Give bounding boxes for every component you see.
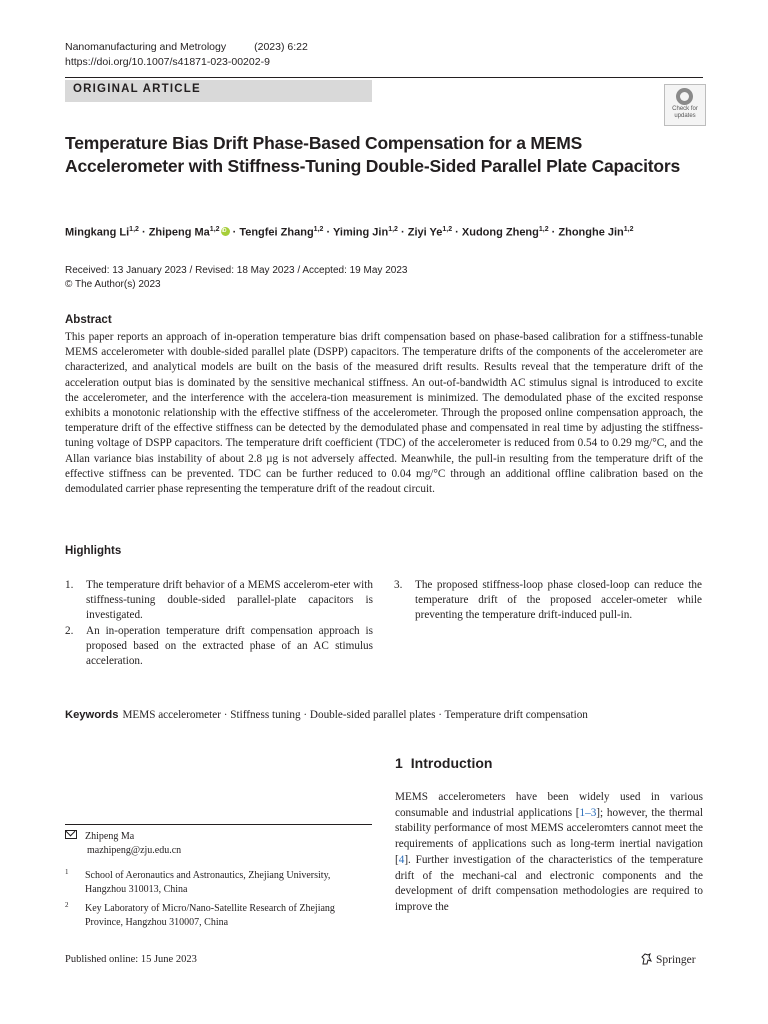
highlight-number: 3. [394,579,403,591]
keywords-text: MEMS accelerometer · Stiffness tuning · Double-sided parallel plates · Temperature drift compensation [122,709,588,721]
author-affiliation-ref: 1,2 [442,226,453,233]
affiliation-number: 1 [65,868,69,876]
author-name: Zhonghe Jin [558,226,624,239]
highlight-text: The temperature drift behavior of a MEMS accelerom-eter with stiffness-tuning double-sided parallel-plate capacitors is investigated. [86,579,373,622]
highlight-item [65,578,373,624]
springer-horse-icon [641,953,652,965]
publication-history [65,264,407,292]
intro-text-part: ]; however, the thermal stability performance of most MEMS acceleromters cannot meet the requirements of applications such as long-term inertial navigation [ [395,806,703,866]
author-name: Ziyi Ye [407,226,443,239]
volume-info: (2023) 6:22 [254,41,308,53]
article-type-banner [65,80,372,102]
author-name: Zhipeng Ma [148,226,210,239]
contact-name: Zhipeng Ma [85,831,135,842]
author-separator: · [452,226,462,239]
author-separator: · [229,226,240,239]
doi-link[interactable]: https://doi.org/10.1007/s41871-023-00202-9 [65,56,270,68]
author-affiliation-ref: 1,2 [129,226,139,233]
highlight-text: The proposed stiffness-loop phase closed-loop can reduce the temperature drift of the proposed acceler-ometer while preventing the temperature drift-induced pull-in. [415,579,702,622]
affiliation-text: School of Aeronautics and Astronautics, Zhejiang University, Hangzhou 310013, China [85,870,331,895]
copyright-notice: © The Author(s) 2023 [65,279,161,290]
check-updates-label: Check for updates [672,106,698,119]
abstract-text: This paper reports an approach of in-operation temperature bias drift compensation based on phase-based calibration for a stiffness-tunable MEMS accelerometer with double-sided parallel plate (DSPP) capacitors. The temperature drifts of the components of the accelerometer are characterized, and analytical models are built on the basis of the measured drift results. Results reveal that the temperature drift of the acceleration output bias is dominated by the sensitive mechanical stiffness. An out-of-bandwidth AC stimulus signal is introduced to excite the accelerometer, and the interference with the accelera-tion measurement is minimized. The demodulated phase of the excited response exhibits a monotonic relationship with the effective stiffness of the accelerometer. Through the proposed online compensation approach, the temperature drift of the effective stiffness can be detected by the demodulated phase and compensated in real time by adjusting the stiffness-tuning voltage of DSPP capacitors. The temperature drift coefficient (TDC) of the accelerometer is reduced from 0.54 to 0.29 mg/°C, and the Allan variance bias instability of about 2.8 µg is not adversely affected. Meanwhile, the pull-in resulting from the temperature drift of the effective stiffness can be prevented. TDC can be further reduced to 0.04 mg/°C through an additional offline calibration based on the demodulated carrier phase representing the temperature drift of the readout circuit. [65,331,703,496]
corresponding-author [65,830,181,857]
affiliation-text: Key Laboratory of Micro/Nano-Satellite Research of Zhejiang Province, Hangzhou 310007, China [85,903,335,928]
author-affiliation-ref: 1,2 [623,226,634,233]
introduction-text [395,790,703,916]
publisher-logo [641,953,696,966]
publisher-name: Springer [656,954,696,966]
author-separator: · [138,226,149,239]
highlights-right-column [394,578,702,624]
author-name: Yiming Jin [332,226,389,239]
section-heading-introduction [395,755,492,771]
author-list [65,226,725,239]
author-name: Mingkang Li [65,226,130,239]
footnote-rule [65,824,372,825]
affiliation-note [65,902,365,929]
header-rule [65,77,703,78]
author-affiliation-ref: 1,2 [209,226,220,233]
highlight-item [65,624,373,670]
highlight-text: An in-operation temperature drift compensation approach is proposed based on the extracted phase of an AC stimulus acceleration. [86,624,373,668]
author-separator: · [397,226,408,239]
contact-email[interactable]: mazhipeng@zju.edu.cn [87,844,182,856]
highlight-number: 1. [65,579,74,591]
affiliation-number: 2 [65,901,69,909]
citation-link[interactable]: 1–3 [579,806,597,819]
orcid-icon[interactable] [221,227,230,236]
published-online: Published online: 15 June 2023 [65,954,197,965]
journal-name: Nanomanufacturing and Metrology [65,41,227,53]
highlights-heading: Highlights [65,545,122,557]
author-affiliation-ref: 1,2 [313,226,324,233]
author-name: Tengfei Zhang [239,226,314,239]
check-updates-icon [676,88,693,105]
highlights-left-column [65,578,373,669]
abstract-heading: Abstract [65,314,112,326]
author-affiliation-ref: 1,2 [538,226,549,233]
article-title: Temperature Bias Drift Phase-Based Compensation for a MEMS Accelerometer with Stiffness-Tuning Double-Sided Parallel Plate Capacitors [65,133,681,176]
section-number: 1 [395,755,403,771]
envelope-icon [65,830,77,839]
journal-header [65,40,308,70]
citation-link[interactable]: 4 [398,853,405,866]
article-type-label: ORIGINAL ARTICLE [73,83,201,95]
author-name: Xudong Zheng [461,226,539,239]
highlight-number: 2. [65,624,74,637]
keywords-line [65,709,705,721]
author-separator: · [323,226,333,239]
section-title: Introduction [410,755,493,771]
highlight-item [394,578,702,624]
check-for-updates-badge[interactable] [664,84,706,126]
keywords-heading: Keywords [65,709,119,721]
intro-text-part: ]. Further investigation of the characteristics of the temperature drift of the mechani-cal and electronic components and the development of drift compensation methodologies are required to improve the [395,853,703,913]
received-revised-accepted: Received: 13 January 2023 / Revised: 18 May 2023 / Accepted: 19 May 2023 [65,265,408,276]
intro-text-part: MEMS accelerometers have been widely used in various consumable and industrial applications [ [395,791,703,819]
author-separator: · [548,226,559,239]
author-affiliation-ref: 1,2 [388,226,398,233]
affiliation-note [65,869,365,896]
